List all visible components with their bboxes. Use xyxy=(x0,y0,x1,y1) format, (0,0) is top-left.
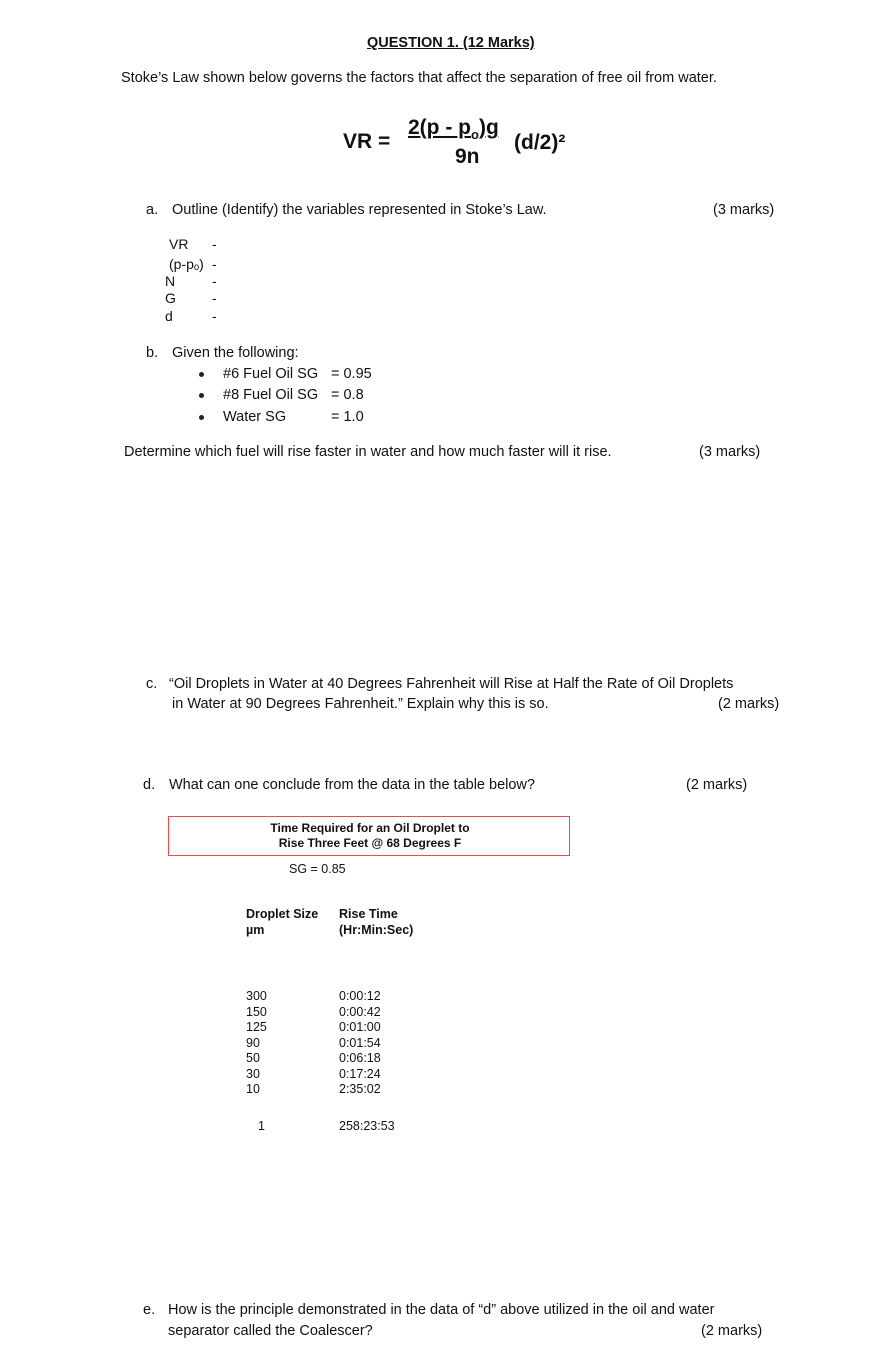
variable-name: d xyxy=(165,308,173,324)
part-d-text: What can one conclude from the data in the table below? xyxy=(169,777,535,793)
bullet-icon xyxy=(199,372,204,377)
col-time-header: Rise Time xyxy=(339,907,398,921)
part-e-line1: How is the principle demonstrated in the data of “d” above utilized in the oil and water xyxy=(168,1302,715,1318)
bullet-icon xyxy=(199,415,204,420)
rise-time: 2:35:02 xyxy=(339,1082,381,1096)
bullet-icon xyxy=(199,393,204,398)
variable-dash: - xyxy=(212,273,217,289)
intro-text: Stoke’s Law shown below governs the factors that affect the separation of free oil from water. xyxy=(121,70,717,86)
formula-lhs: VR = xyxy=(343,130,391,153)
table-row xyxy=(246,989,381,1098)
part-c-marks: (2 marks) xyxy=(718,696,780,712)
part-d-marks: (2 marks) xyxy=(686,777,748,793)
table-title-line1: Time Required for an Oil Droplet to xyxy=(270,821,470,835)
rise-time: 0:00:42 xyxy=(339,1004,381,1019)
part-c-label: c. xyxy=(146,676,158,692)
part-e-marks: (2 marks) xyxy=(701,1323,763,1339)
variable-dash: - xyxy=(212,236,217,252)
variable-name: (p-pₒ) xyxy=(169,256,204,272)
table-row xyxy=(246,1036,381,1052)
table-title-box xyxy=(168,816,570,856)
formula-numerator: $2(p - p_o)g$ xyxy=(408,116,499,143)
table-row xyxy=(246,1020,381,1036)
variable-dash: - xyxy=(212,290,217,306)
bullet-value: = 0.8 xyxy=(331,387,364,403)
rise-time: 0:01:54 xyxy=(339,1035,381,1050)
droplet-size: 125 xyxy=(246,1020,267,1034)
droplet-size: 30 xyxy=(246,1066,260,1081)
rise-time: 0:06:18 xyxy=(339,1051,381,1065)
droplet-size: 150 xyxy=(246,1004,267,1019)
droplet-size: 90 xyxy=(246,1035,260,1050)
part-c-line2: in Water at 90 Degrees Fahrenheit.” Explain why this is so. xyxy=(172,696,549,712)
rise-time: 0:00:12 xyxy=(339,989,381,1003)
part-b-text: Given the following: xyxy=(172,345,299,361)
bullet-value: = 0.95 xyxy=(331,366,372,382)
rise-time: 0:01:00 xyxy=(339,1020,381,1034)
part-e-label: e. xyxy=(143,1302,156,1318)
col-time-unit: (Hr:Min:Sec) xyxy=(339,923,414,937)
part-c-line1: “Oil Droplets in Water at 40 Degrees Fahrenheit will Rise at Half the Rate of Oil Droplets xyxy=(169,676,734,692)
part-b-question: Determine which fuel will rise faster in water and how much faster will it rise. xyxy=(124,444,612,460)
table-row xyxy=(246,989,381,1005)
variable-dash: - xyxy=(212,256,217,272)
part-a-text: Outline (Identify) the variables represented in Stoke’s Law. xyxy=(172,202,547,218)
table-sg: SG = 0.85 xyxy=(289,862,346,876)
table-row xyxy=(246,1005,381,1021)
bullet-label: #6 Fuel Oil SG xyxy=(223,366,319,382)
bullet-value: = 1.0 xyxy=(331,409,364,425)
part-b-label: b. xyxy=(146,345,159,361)
variable-name: N xyxy=(165,273,176,289)
part-a-marks: (3 marks) xyxy=(713,202,775,218)
variable-name: G xyxy=(165,290,176,306)
variable-dash: - xyxy=(212,308,217,324)
droplet-size: 10 xyxy=(246,1082,260,1096)
table-row xyxy=(246,1067,381,1083)
col-size-header: Droplet Size xyxy=(246,907,319,921)
droplet-size: 300 xyxy=(246,989,267,1003)
part-d-label: d. xyxy=(143,777,156,793)
bullet-label: #8 Fuel Oil SG xyxy=(223,387,319,403)
table-title-line2: Rise Three Feet @ 68 Degrees F xyxy=(278,836,462,850)
droplet-size: 1 xyxy=(258,1119,265,1133)
part-a-label: a. xyxy=(146,202,159,218)
formula-denominator: 9n xyxy=(455,145,480,168)
bullet-label: Water SG xyxy=(223,409,287,425)
col-size-unit: µm xyxy=(246,923,265,937)
table-row xyxy=(246,1051,381,1067)
variable-name: VR xyxy=(169,236,189,252)
question-title: QUESTION 1. (12 Marks) xyxy=(367,35,535,51)
formula-suffix: (d/2)² xyxy=(514,131,566,154)
rise-time: 258:23:53 xyxy=(339,1119,395,1133)
droplet-size: 50 xyxy=(246,1051,260,1065)
part-b-marks: (3 marks) xyxy=(699,444,761,460)
table-row xyxy=(246,1082,381,1098)
rise-time: 0:17:24 xyxy=(339,1066,381,1081)
part-e-line2: separator called the Coalescer? xyxy=(168,1323,373,1339)
